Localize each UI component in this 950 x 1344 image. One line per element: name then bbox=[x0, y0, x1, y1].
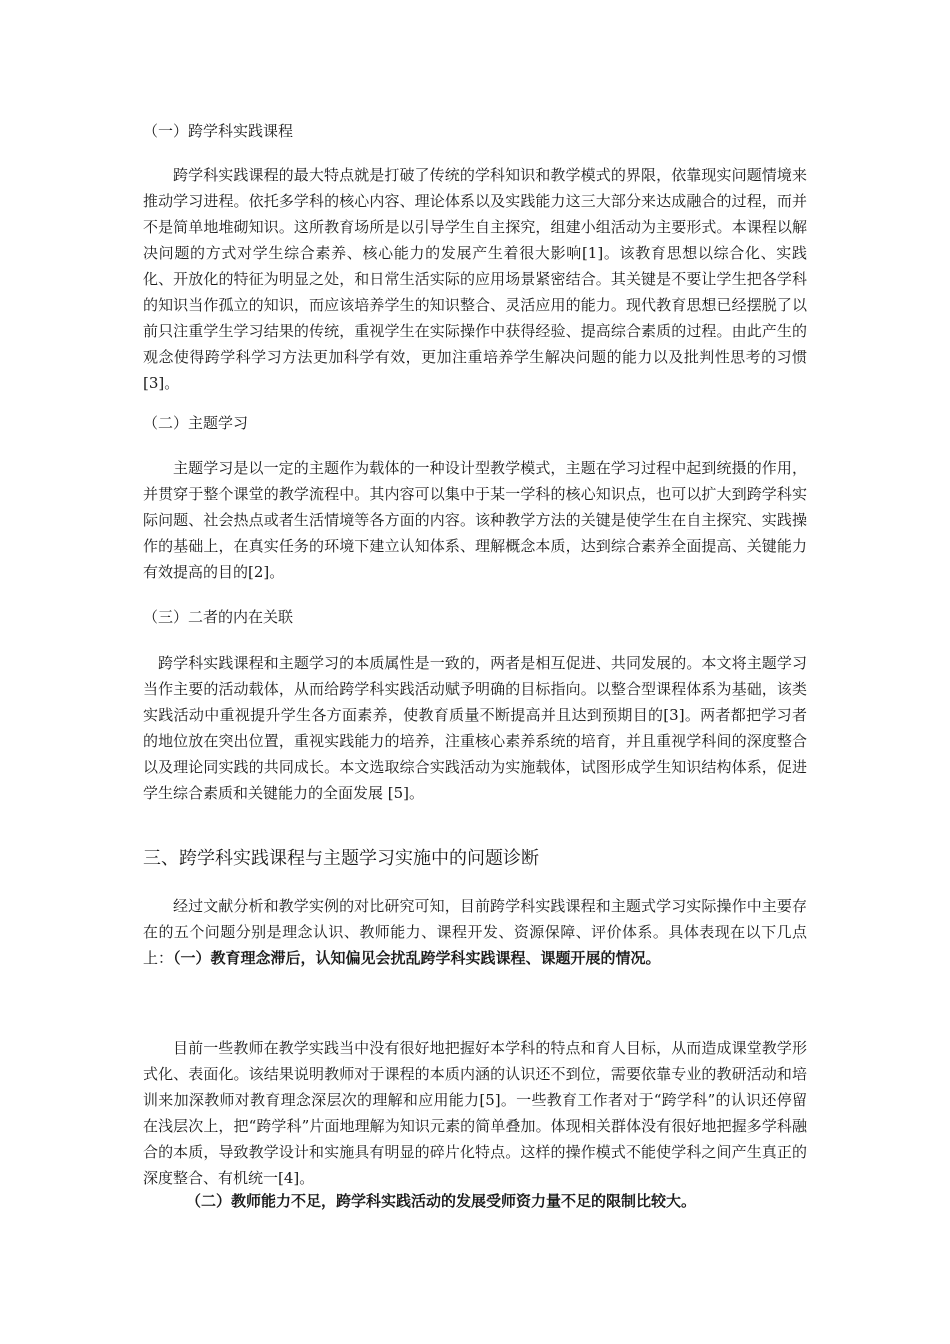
section-heading-3: 三、跨学科实践课程与主题学习实施中的问题诊断 bbox=[143, 848, 539, 869]
subsection-heading-2: （二）主题学习 bbox=[143, 414, 249, 432]
paragraph-problem-intro bbox=[143, 893, 807, 971]
intro-text: 经过文献分析和教学实例的对比研究可知，目前跨学科实践课程和主题式学习实际操作中主要存在的五个问题分别是理念认识、教师能力、课程开发、资源保障、评价体系。具体表现在以下几点上： bbox=[143, 897, 807, 967]
paragraph-point1: 目前一些教师在教学实践当中没有很好地把握好本学科的特点和育人目标，从而造成课堂教学形式化、表面化。该结果说明教师对于课程的本质内涵的认识还不到位，需要依靠专业的教研活动和培训来加深教师对教育理念深层次的理解和应用能力[5]。一些教育工作者对于“跨学科”的认识还停留在浅层次上，把“跨学科”片面地理解为知识元素的简单叠加。体现相关群体没有很好地把握多学科融合的本质，导致教学设计和实施具有明显的碎片化特点。这样的操作模式不能使学科之间产生真正的深度整合、有机统一[4]。 bbox=[143, 1039, 807, 1187]
paragraph-theme-learning: 主题学习是以一定的主题作为载体的一种设计型教学模式，主题在学习过程中起到统摄的作用，并贯穿于整个课堂的教学流程中。其内容可以集中于某一学科的核心知识点，也可以扩大到跨学科实际问题、社会热点或者生活情境等各方面的内容。该种教学方法的关键是使学生在自主探究、实践操作的基础上，在真实任务的环境下建立认知体系、理解概念本质，达到综合素养全面提高、关键能力有效提高的目的[2]。 bbox=[143, 459, 807, 581]
paragraph-internal-connection: 跨学科实践课程和主题学习的本质属性是一致的，两者是相互促进、共同发展的。本文将主题学习当作主要的活动载体，从而给跨学科实践活动赋予明确的目标指向。以整合型课程体系为基础，该类实践活动中重视提升学生各方面素养，使教育质量不断提高并且达到预期目的[3]。两者都把学习者的地位放在突出位置，重视实践能力的培养，注重核心素养系统的培育，并且重视学科间的深度整合以及理论同实践的共同成长。本文选取综合实践活动为实施载体，试图形成学生知识结构体系，促进学生综合素质和关键能力的全面发展 [5]。 bbox=[143, 654, 807, 802]
paragraph-interdisciplinary-course: 跨学科实践课程的最大特点就是打破了传统的学科知识和教学模式的界限，依靠现实问题情境来推动学习进程。依托多学科的核心内容、理论体系以及实践能力这三大部分来达成融合的过程，而并不是简单地堆砌知识。这所教育场所是以引导学生自主探究，组建小组活动为主要形式。本课程以解决问题的方式对学生综合素养、核心能力的发展产生着很大影响[1]。该教育思想以综合化、实践化、开放化的特征为明显之处，和日常生活实际的应用场景紧密结合。其关键是不要让学生把各学科的知识当作孤立的知识，而应该培养学生的知识整合、灵活应用的能力。现代教育思想已经摆脱了以前只注重学生学习结果的传统，重视学生在实际操作中获得经验、提高综合素质的过程。由此产生的观念使得跨学科学习方法更加科学有效，更加注重培养学生解决问题的能力以及批判性思考的习惯[3]。 bbox=[143, 166, 807, 392]
point1-bold-heading: （一）教育理念滞后，认知偏见会扰乱跨学科实践课程、课题开展的情况。 bbox=[173, 949, 661, 967]
subsection-heading-3: （三）二者的内在关联 bbox=[143, 608, 294, 626]
subsection-heading-1: （一）跨学科实践课程 bbox=[143, 122, 294, 140]
point2-bold-heading: （二）教师能力不足，跨学科实践活动的发展受师资力量不足的限制比较大。 bbox=[186, 1192, 697, 1210]
